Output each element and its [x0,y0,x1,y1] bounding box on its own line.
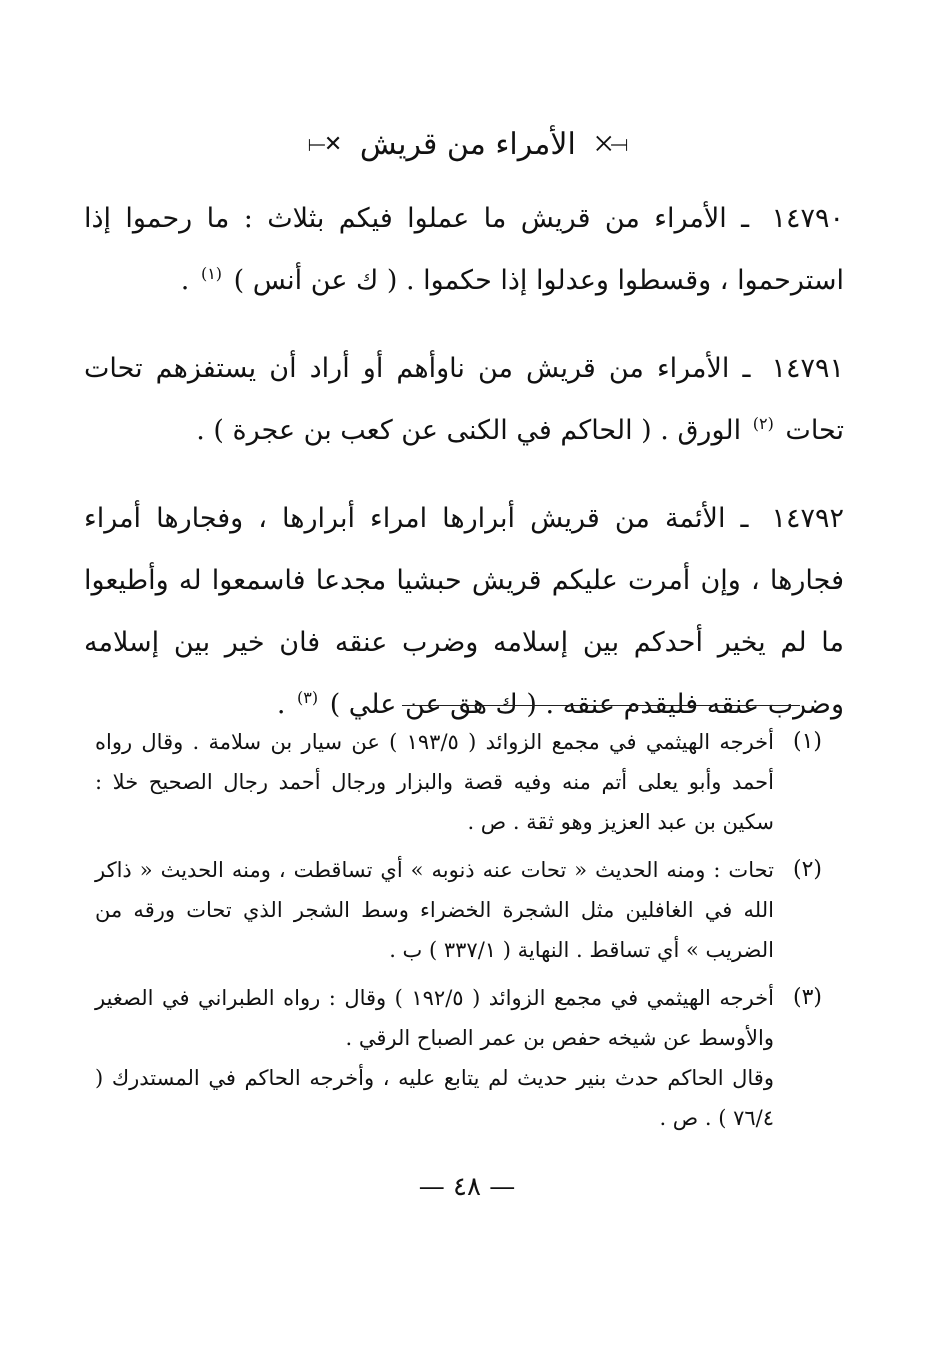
footnote-number: (٢) [792,857,822,882]
footnote-item [95,722,822,842]
footnote-ref: (١) [200,264,223,283]
hadith-number: ١٤٧٩٢ [771,503,844,534]
hadith-end: . [180,265,190,296]
hadith-end: . [276,689,286,720]
main-text [84,188,844,762]
footnote-item [95,850,822,970]
hadith-text: ـ الأمراء من قريش من ناوأهم أو أراد أن يستفزهم تحات تحات [84,353,844,446]
header-title: الأمراء من قريش [359,127,576,162]
footnote-divider [402,705,800,706]
ornament-left-icon: ✕⟞ [307,132,341,157]
hadith-number: ١٤٧٩٠ [771,203,844,234]
hadith-entry [84,188,844,312]
footnote-number: (١) [792,729,822,754]
page-number: — ٤٨ — [418,1172,516,1202]
footnote-continuation: وقال الحاكم حدث بنير حديث لم يتابع عليه ، وأخرجه الحاكم في المستدرك ( ٧٦/٤ ) . ص . [95,1066,774,1130]
hadith-end: الورق . ( الحاكم في الكنى عن كعب بن عجرة ) . [196,415,742,446]
footnote-text: تحات : ومنه الحديث « تحات عنه ذنوبه » أي تساقطت ، ومنه الحديث « ذاكر الله في الغافلين مثل الشجرة الخضراء وسط الشجر الذي تحات ورقه من الضريب » أي تساقط . النهاية ( ٣٣٧/١ ) ب . [95,858,774,962]
footnote-text: أخرجه الهيثمي في مجمع الزوائد ( ١٩٣/٥ ) عن سيار بن سلامة . وقال رواه أحمد وأبو يعلى أتم منه وفيه قصة والبزار ورجال أحمد رجال الصحيح خلا : سكين بن عبد العزيز وهو ثقة . ص . [95,730,774,834]
running-header [0,122,934,167]
footnote-item [95,978,822,1138]
hadith-text: ـ الأئمة من قريش أبرارها امراء أبرارها ، وفجارها أمراء فجارها ، وإن أمرت عليكم قريش حبشيا مجدعا فاسمعوا له وأطيعوا ما لم يخير أحدكم بين إسلامه وضرب عنقه فان خير بين إسلامه وضرب عنقه فليقدم عنقه . ( ك هق عن علي ) [84,503,844,720]
footnote-text: أخرجه الهيثمي في مجمع الزوائد ( ١٩٢/٥ ) وقال : رواه الطبراني في الصغير والأوسط عن شيخه حفص بن عمر الصباح الرقي . [95,986,774,1050]
hadith-entry [84,338,844,462]
footnotes [95,722,822,1146]
ornament-right-icon: ⟝✕ [595,132,627,157]
hadith-entry [84,488,844,736]
footnote-number: (٣) [792,985,822,1010]
hadith-number: ١٤٧٩١ [771,353,844,384]
hadith-text: ـ الأمراء من قريش ما عملوا فيكم بثلاث : ما رحموا إذا استرحموا ، وقسطوا وعدلوا إذا حكموا . ( ك عن أنس ) [84,203,844,296]
footnote-ref: (٣) [297,688,319,707]
footnote-ref: (٢) [752,414,774,433]
